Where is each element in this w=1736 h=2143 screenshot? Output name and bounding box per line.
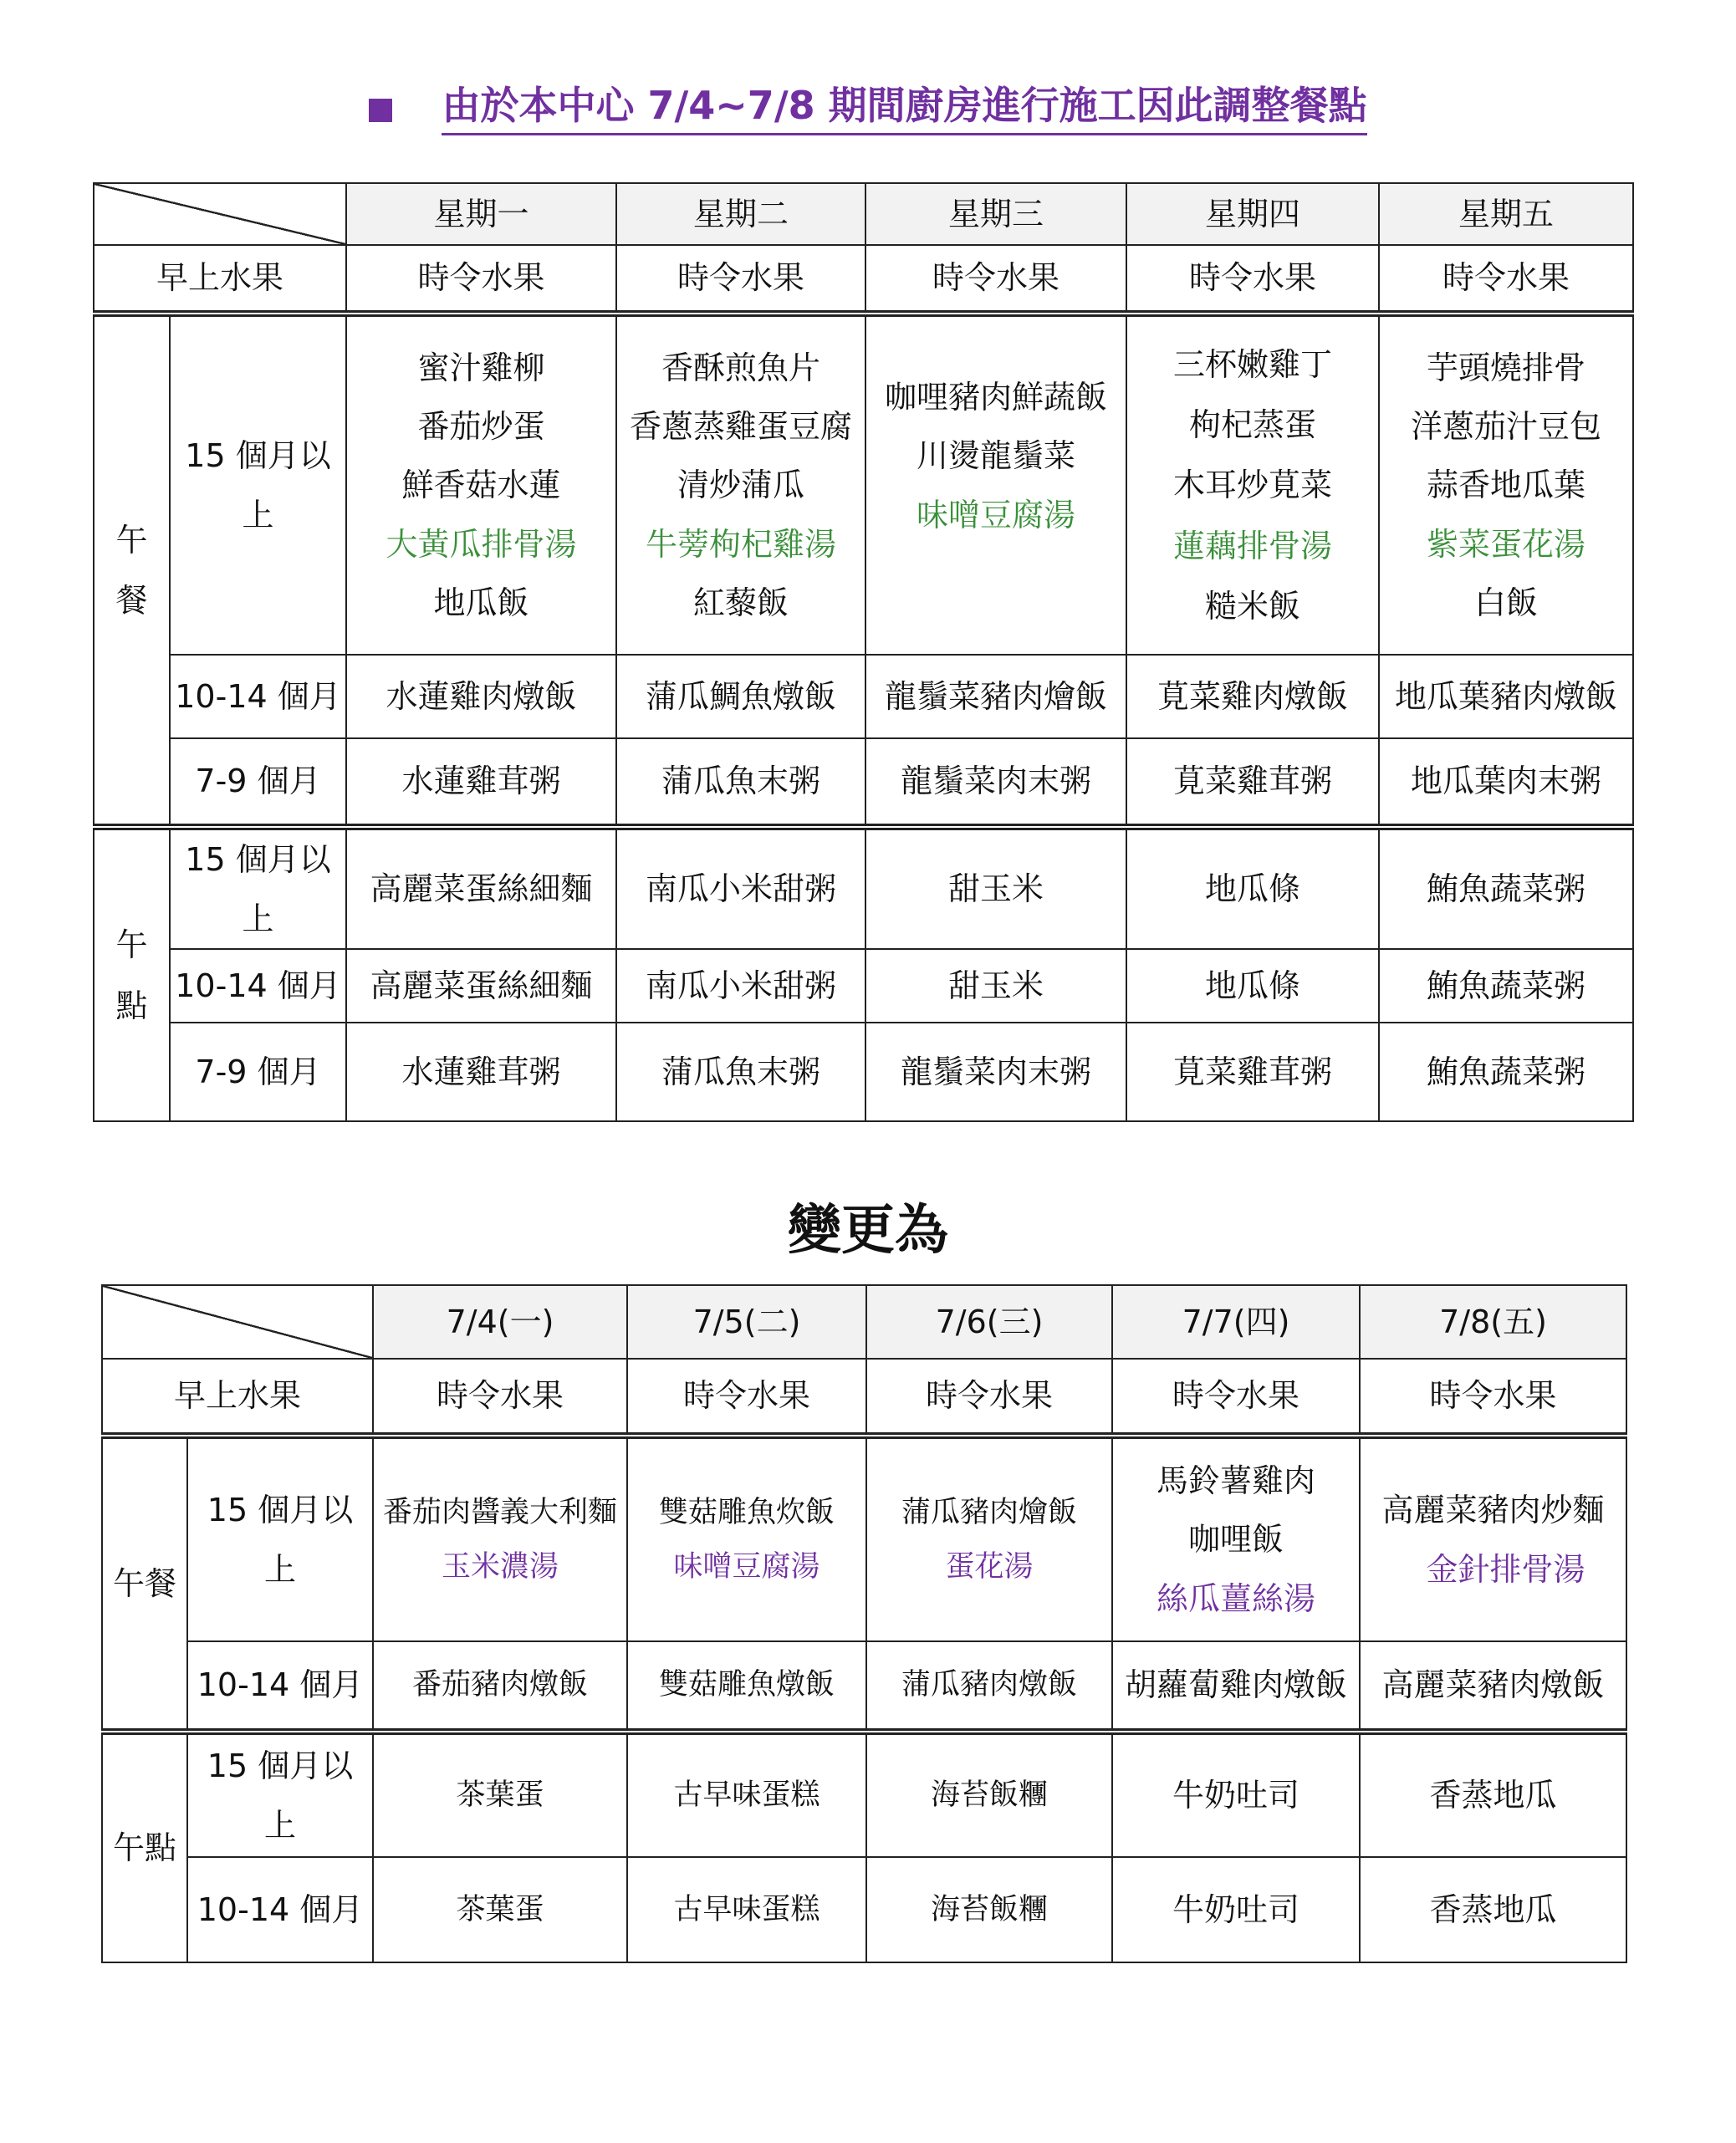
breakfast-cell: 時令水果	[1126, 245, 1379, 314]
snack-7-9-cell: 蒲瓜魚末粥	[616, 1023, 865, 1121]
rice-item: 糙米飯	[1204, 587, 1300, 625]
date-header: 7/8(五)	[1360, 1285, 1626, 1359]
snack-7-9-cell: 莧菜雞茸粥	[1126, 1023, 1379, 1121]
snack-15-cell: 地瓜條	[1126, 827, 1379, 949]
age-label-10-14: 10-14 個月	[170, 949, 346, 1023]
snack-7-9-cell: 龍鬚菜肉末粥	[865, 1023, 1126, 1121]
soup-item: 大黃瓜排骨湯	[385, 525, 577, 563]
age-label-part: 15 個月以	[185, 841, 331, 879]
snack-10-14-cell: 地瓜條	[1126, 949, 1379, 1023]
lunch-10-14-cell: 地瓜葉豬肉燉飯	[1379, 655, 1633, 738]
age-label-part: 上	[242, 496, 274, 533]
breakfast-cell: 時令水果	[373, 1359, 627, 1436]
menu-item: 三杯嫩雞丁	[1172, 346, 1332, 384]
date-header: 7/7(四)	[1112, 1285, 1360, 1359]
lunch-10-14-cell: 胡蘿蔔雞肉燉飯	[1112, 1641, 1360, 1732]
menu-item: 香酥煎魚片	[661, 349, 820, 386]
snack-10-14-cell: 茶葉蛋	[373, 1857, 627, 1962]
lunch-7-9-cell: 地瓜葉肉末粥	[1379, 738, 1633, 827]
snack-15-cell: 牛奶吐司	[1112, 1732, 1360, 1857]
soup-item: 絲瓜薑絲湯	[1156, 1579, 1315, 1617]
lunch-15-cell	[865, 314, 1126, 655]
soup-item: 牛蒡枸杞雞湯	[645, 525, 836, 563]
lunch-10-14-cell: 水蓮雞肉燉飯	[346, 655, 616, 738]
lunch-15-cell	[866, 1436, 1112, 1641]
snack-7-9-cell: 水蓮雞茸粥	[346, 1023, 616, 1121]
lunch-10-14-cell: 蒲瓜豬肉燉飯	[866, 1641, 1112, 1732]
menu-item: 川燙龍鬚菜	[916, 437, 1075, 475]
snack-label-char: 點	[115, 987, 148, 1024]
lunch-10-14-cell: 龍鬚菜豬肉燴飯	[865, 655, 1126, 738]
lunch-15-cell	[1379, 314, 1633, 655]
menu-item: 清炒蒲瓜	[677, 467, 804, 504]
snack-10-14-cell: 南瓜小米甜粥	[616, 949, 865, 1023]
soup-item: 金針排骨湯	[1426, 1550, 1585, 1588]
snack-10-14-cell: 牛奶吐司	[1112, 1857, 1360, 1962]
snack-10-14-cell: 高麗菜蛋絲細麵	[346, 949, 616, 1023]
breakfast-cell: 時令水果	[1379, 245, 1633, 314]
age-label-7-9: 7-9 個月	[170, 738, 346, 827]
age-label-part: 15 個月以	[185, 437, 331, 475]
date-header: 7/5(二)	[627, 1285, 866, 1359]
snack-15-cell: 茶葉蛋	[373, 1732, 627, 1857]
snack-15-cell: 香蒸地瓜	[1360, 1732, 1626, 1857]
breakfast-cell: 時令水果	[1360, 1359, 1626, 1436]
rice-item: 白飯	[1473, 584, 1538, 621]
menu-item: 番茄肉醬義大利麵	[382, 1495, 617, 1529]
snack-10-14-cell: 香蒸地瓜	[1360, 1857, 1626, 1962]
snack-10-14-cell: 甜玉米	[865, 949, 1126, 1023]
day-header: 星期五	[1379, 183, 1633, 245]
lunch-7-9-cell: 莧菜雞茸粥	[1126, 738, 1379, 827]
changed-menu-table	[101, 1284, 1627, 1963]
age-label-15	[187, 1732, 373, 1857]
header-corner	[94, 183, 346, 245]
soup-item: 玉米濃湯	[441, 1549, 559, 1584]
lunch-10-14-cell: 蒲瓜鯛魚燉飯	[616, 655, 865, 738]
breakfast-label: 早上水果	[94, 245, 346, 314]
lunch-7-9-cell: 龍鬚菜肉末粥	[865, 738, 1126, 827]
snack-label	[94, 827, 170, 1121]
menu-item: 馬鈴薯雞肉	[1156, 1462, 1315, 1500]
menu-item: 木耳炒莧菜	[1172, 467, 1332, 504]
square-bullet-icon	[369, 99, 392, 122]
lunch-label	[94, 314, 170, 827]
menu-item: 香蔥蒸雞蛋豆腐	[629, 408, 852, 446]
lunch-15-cell	[616, 314, 865, 655]
lunch-15-cell	[627, 1436, 866, 1641]
lunch-10-14-cell: 雙菇雕魚燉飯	[627, 1641, 866, 1732]
date-header: 7/6(三)	[866, 1285, 1112, 1359]
menu-item: 芋頭燒排骨	[1426, 349, 1585, 386]
menu-item: 蜜汁雞柳	[417, 349, 545, 386]
lunch-10-14-cell: 高麗菜豬肉燉飯	[1360, 1641, 1626, 1732]
day-header: 星期一	[346, 183, 616, 245]
lunch-15-cell	[373, 1436, 627, 1641]
age-label-part: 上	[263, 1550, 296, 1588]
menu-item: 鮮香菇水蓮	[401, 467, 561, 504]
soup-item: 蓮藕排骨湯	[1172, 527, 1332, 564]
snack-10-14-cell: 古早味蛋糕	[627, 1857, 866, 1962]
snack-15-cell: 海苔飯糰	[866, 1732, 1112, 1857]
lunch-10-14-cell: 莧菜雞肉燉飯	[1126, 655, 1379, 738]
snack-15-cell: 南瓜小米甜粥	[616, 827, 865, 949]
changed-heading: 變更為	[788, 1200, 948, 1262]
age-label-part: 上	[263, 1806, 296, 1844]
header-corner	[102, 1285, 373, 1359]
age-label-7-9: 7-9 個月	[170, 1023, 346, 1121]
original-menu-table	[93, 182, 1634, 1122]
breakfast-cell: 時令水果	[1112, 1359, 1360, 1436]
breakfast-cell: 時令水果	[627, 1359, 866, 1436]
breakfast-cell: 時令水果	[865, 245, 1126, 314]
menu-item: 高麗菜豬肉炒麵	[1381, 1492, 1605, 1529]
lunch-7-9-cell: 水蓮雞茸粥	[346, 738, 616, 827]
day-header: 星期四	[1126, 183, 1379, 245]
lunch-15-cell	[1360, 1436, 1626, 1641]
breakfast-cell: 時令水果	[866, 1359, 1112, 1436]
page-title	[0, 75, 1736, 130]
soup-item: 蛋花湯	[945, 1549, 1034, 1584]
age-label-15	[170, 314, 346, 655]
snack-label: 午點	[102, 1732, 187, 1962]
snack-15-cell: 鮪魚蔬菜粥	[1379, 827, 1633, 949]
age-label-part: 15 個月以	[207, 1748, 354, 1785]
lunch-label-char: 餐	[115, 582, 148, 619]
age-label-15	[170, 827, 346, 949]
age-label-10-14: 10-14 個月	[170, 655, 346, 738]
menu-item: 蒜香地瓜葉	[1426, 467, 1585, 504]
lunch-15-cell	[1126, 314, 1379, 655]
day-header: 星期三	[865, 183, 1126, 245]
lunch-10-14-cell: 番茄豬肉燉飯	[373, 1641, 627, 1732]
menu-item: 枸杞蒸蛋	[1188, 406, 1316, 444]
snack-15-cell: 高麗菜蛋絲細麵	[346, 827, 616, 949]
menu-item: 蒲瓜豬肉燴飯	[901, 1495, 1077, 1529]
snack-10-14-cell: 海苔飯糰	[866, 1857, 1112, 1962]
breakfast-cell: 時令水果	[616, 245, 865, 314]
lunch-15-cell	[1112, 1436, 1360, 1641]
menu-item: 咖哩豬肉鮮蔬飯	[884, 379, 1107, 416]
soup-item: 味噌豆腐湯	[673, 1549, 820, 1584]
snack-15-cell: 古早味蛋糕	[627, 1732, 866, 1857]
age-label-part: 15 個月以	[207, 1492, 354, 1529]
soup-item: 味噌豆腐湯	[916, 496, 1075, 533]
soup-item: 紫菜蛋花湯	[1426, 525, 1585, 563]
age-label-10-14: 10-14 個月	[187, 1641, 373, 1732]
day-header: 星期二	[616, 183, 865, 245]
snack-label-char: 午	[115, 926, 148, 964]
menu-item: 洋蔥茄汁豆包	[1410, 408, 1601, 446]
lunch-15-cell	[346, 314, 616, 655]
title-text: 由於本中心 7/4~7/8 期間廚房進行施工因此調整餐點	[442, 83, 1366, 135]
lunch-label: 午餐	[102, 1436, 187, 1732]
menu-item: 番茄炒蛋	[417, 408, 545, 446]
snack-10-14-cell: 鮪魚蔬菜粥	[1379, 949, 1633, 1023]
breakfast-label: 早上水果	[102, 1359, 373, 1436]
menu-item: 雙菇雕魚炊飯	[658, 1495, 835, 1529]
age-label-part: 上	[242, 900, 274, 937]
lunch-label-char: 午	[115, 521, 148, 559]
date-header: 7/4(一)	[373, 1285, 627, 1359]
lunch-7-9-cell: 蒲瓜魚末粥	[616, 738, 865, 827]
snack-15-cell: 甜玉米	[865, 827, 1126, 949]
breakfast-cell: 時令水果	[346, 245, 616, 314]
age-label-10-14: 10-14 個月	[187, 1857, 373, 1962]
snack-7-9-cell: 鮪魚蔬菜粥	[1379, 1023, 1633, 1121]
rice-item: 紅藜飯	[692, 584, 789, 621]
menu-item: 咖哩飯	[1187, 1521, 1284, 1559]
rice-item: 地瓜飯	[433, 584, 529, 621]
age-label-15	[187, 1436, 373, 1641]
